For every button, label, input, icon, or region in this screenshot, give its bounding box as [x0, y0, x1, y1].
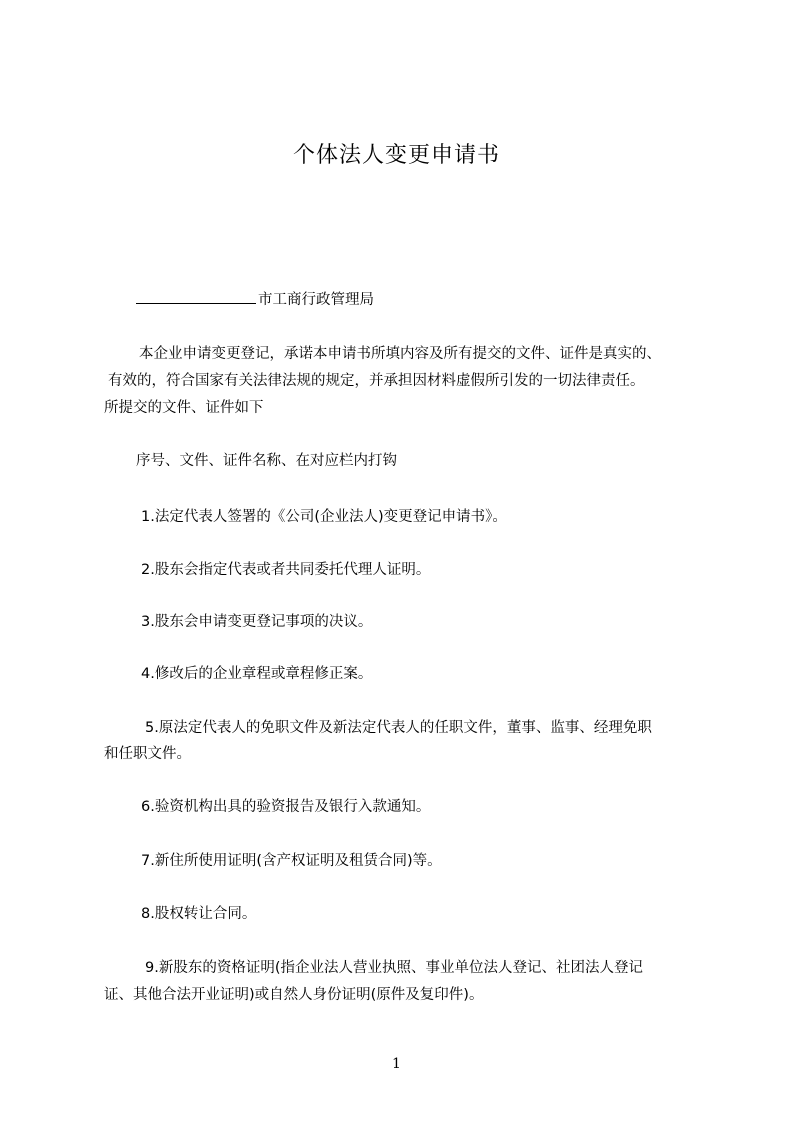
list-item-8: 8.股权转让合同。: [141, 906, 257, 922]
list-item-5-cont: 和任职文件。: [104, 746, 191, 762]
addressee-blank: [136, 289, 256, 304]
list-item-4: 4.修改后的企业章程或章程修正案。: [141, 666, 373, 682]
list-item-7: 7.新住所使用证明(含产权证明及租赁合同)等。: [141, 853, 442, 869]
intro-line-1: 本企业申请变更登记，承诺本申请书所填内容及所有提交的文件、证件是真实的、: [139, 346, 661, 362]
list-item-3: 3.股东会申请变更登记事项的决议。: [141, 614, 373, 630]
list-item-2: 2.股东会指定代表或者共同委托代理人证明。: [141, 562, 431, 578]
document-title: 个体法人变更申请书: [292, 143, 500, 168]
list-item-6: 6.验资机构出具的验资报告及银行入款通知。: [141, 799, 431, 815]
list-item-1: 1.法定代表人签署的《公司(企业法人)变更登记申请书》。: [141, 509, 507, 525]
page-number: 1: [392, 1056, 401, 1072]
list-item-5: 5.原法定代表人的免职文件及新法定代表人的任职文件，董事、监事、经理免职: [145, 720, 652, 736]
addressee-line: [136, 289, 374, 310]
list-item-9: 9.新股东的资格证明(指企业法人营业执照、事业单位法人登记、社团法人登记: [145, 960, 643, 976]
intro-line-3: 所提交的文件、证件如下: [104, 400, 264, 416]
addressee-suffix: 市工商行政管理局: [258, 292, 374, 308]
list-item-9-cont: 证、其他合法开业证明)或自然人身份证明(原件及复印件)。: [104, 987, 484, 1003]
list-header: 序号、文件、证件名称、在对应栏内打钩: [136, 453, 397, 469]
intro-line-2: 有效的，符合国家有关法律法规的规定，并承担因材料虚假所引发的一切法律责任。: [108, 373, 645, 389]
